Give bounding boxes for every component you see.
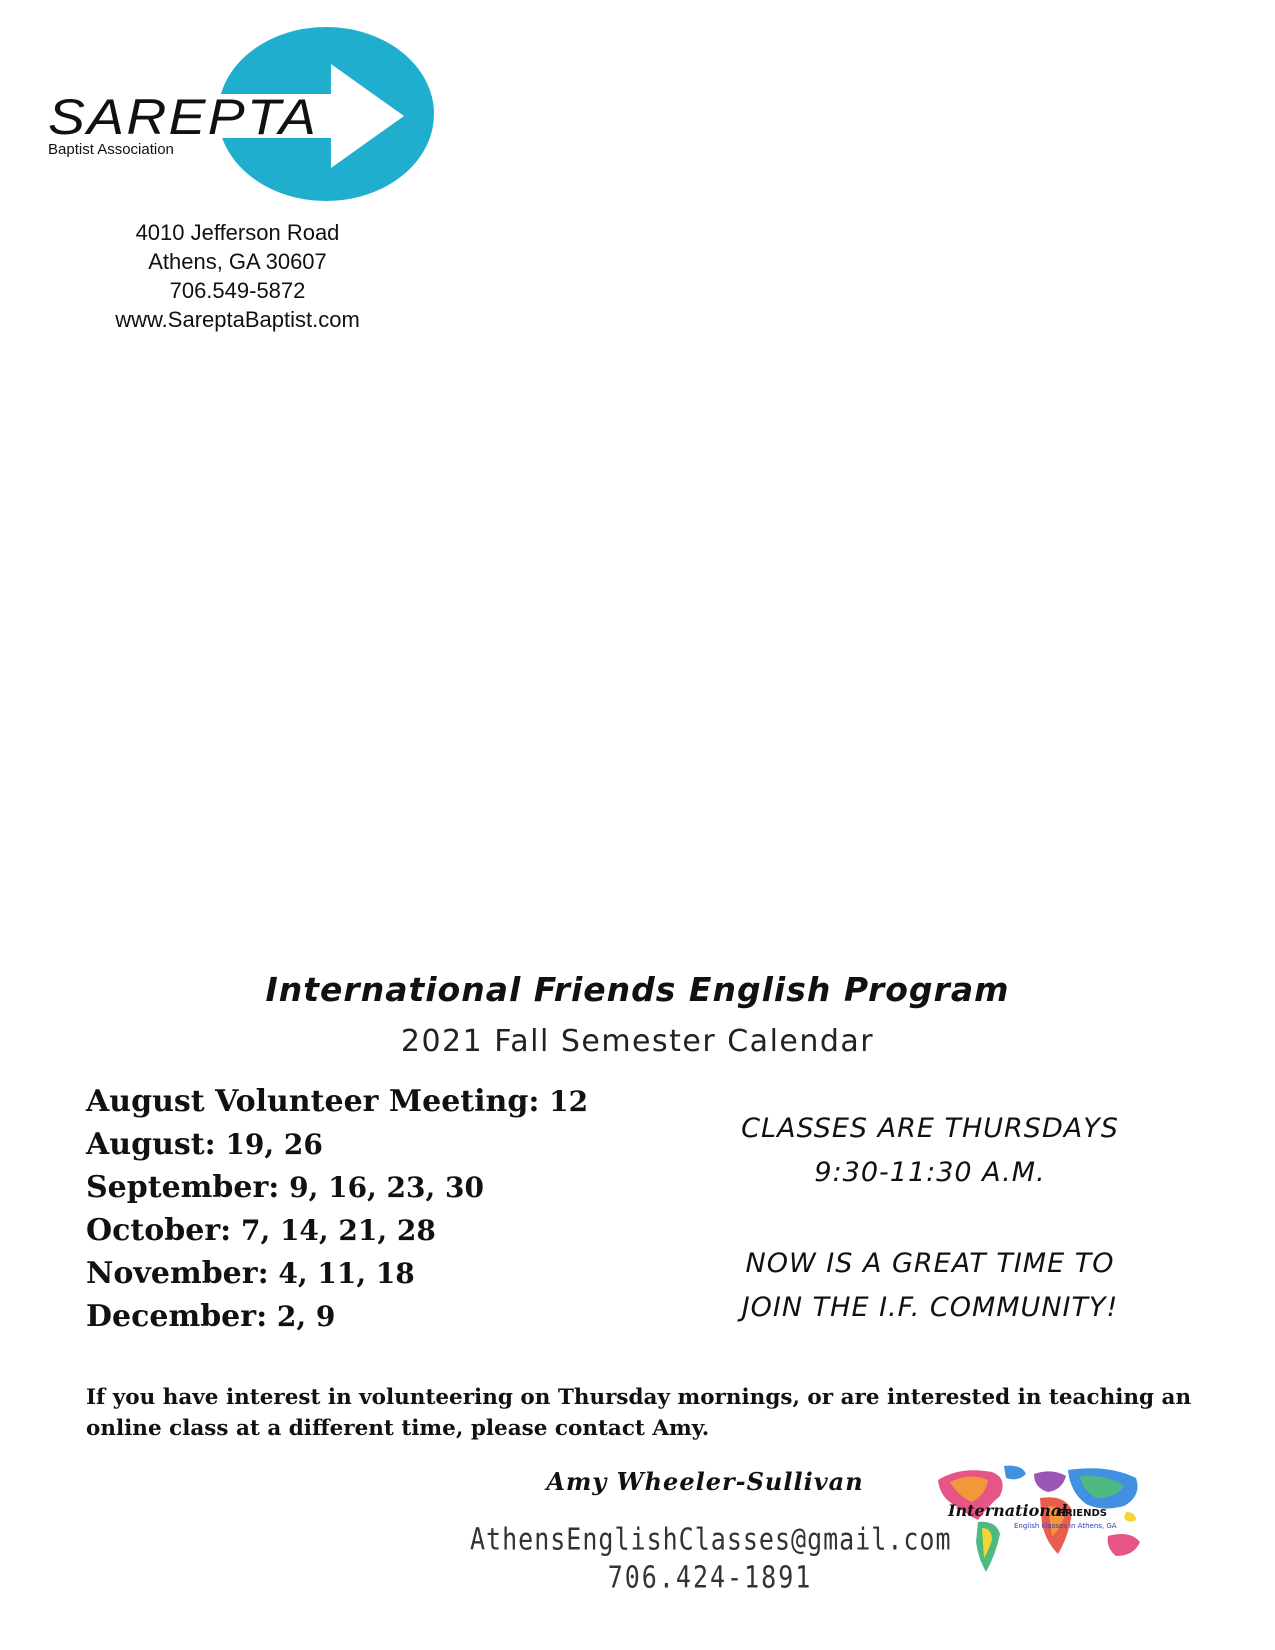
- if-logo-word-friends: FRIENDS: [1058, 1508, 1107, 1519]
- date-label: August:: [86, 1127, 216, 1162]
- date-values: 12: [539, 1085, 589, 1118]
- calendar-dates: [86, 1080, 706, 1338]
- address-website[interactable]: www.SareptaBaptist.com: [115, 307, 360, 332]
- class-info: [720, 1107, 1140, 1330]
- date-label: November:: [86, 1256, 269, 1291]
- date-line-september: [86, 1166, 706, 1209]
- sarepta-logo: [46, 26, 436, 216]
- semester-subtitle: 2021 Fall Semester Calendar: [400, 1024, 875, 1059]
- volunteer-paragraph: If you have interest in volunteering on Thursday mornings, or are interested in teaching an online class at a different time, please contact Amy.: [86, 1385, 1192, 1441]
- join-line-2: JOIN THE I.F. COMMUNITY!: [741, 1292, 1119, 1323]
- join-line-1: NOW IS A GREAT TIME TO: [745, 1248, 1115, 1279]
- address-street: 4010 Jefferson Road: [135, 220, 340, 245]
- date-values: 19, 26: [215, 1128, 323, 1161]
- date-line-november: [86, 1252, 706, 1295]
- date-label: October:: [86, 1213, 232, 1248]
- date-line-october: [86, 1209, 706, 1252]
- logo-subtitle: Baptist Association: [48, 141, 174, 158]
- date-label: August Volunteer Meeting:: [86, 1084, 540, 1119]
- map-australia: [1108, 1534, 1140, 1556]
- map-islands: [1124, 1512, 1136, 1522]
- map-greenland: [1004, 1466, 1026, 1480]
- spacer: [720, 1195, 1140, 1242]
- date-line-volunteer-meeting: [86, 1080, 706, 1123]
- if-logo-tagline: English classes in Athens, GA: [1014, 1522, 1117, 1530]
- contact-phone: 706.424-1891: [607, 1560, 813, 1595]
- address-phone: 706.549-5872: [169, 278, 306, 303]
- date-line-december: [86, 1295, 706, 1338]
- map-europe: [1034, 1471, 1066, 1492]
- date-values: 2, 9: [267, 1300, 336, 1333]
- date-label: September:: [86, 1170, 280, 1205]
- international-friends-logo: [930, 1462, 1152, 1580]
- if-logo-word-international: International: [948, 1501, 1068, 1520]
- logo-name: SAREPTA: [48, 89, 318, 145]
- contact-email[interactable]: AthensEnglishClasses@gmail.com: [470, 1522, 952, 1557]
- date-label: December:: [86, 1299, 268, 1334]
- date-values: 7, 14, 21, 28: [231, 1214, 436, 1247]
- address-block: [70, 218, 405, 334]
- date-values: 4, 11, 18: [268, 1257, 415, 1290]
- date-line-august: [86, 1123, 706, 1166]
- class-time: 9:30-11:30 A.M.: [814, 1157, 1046, 1188]
- date-values: 9, 16, 23, 30: [279, 1171, 484, 1204]
- address-city: Athens, GA 30607: [148, 249, 327, 274]
- program-title: International Friends English Program: [265, 970, 1010, 1009]
- class-days: CLASSES ARE THURSDAYS: [741, 1113, 1119, 1144]
- contact-name: Amy Wheeler-Sullivan: [546, 1467, 864, 1496]
